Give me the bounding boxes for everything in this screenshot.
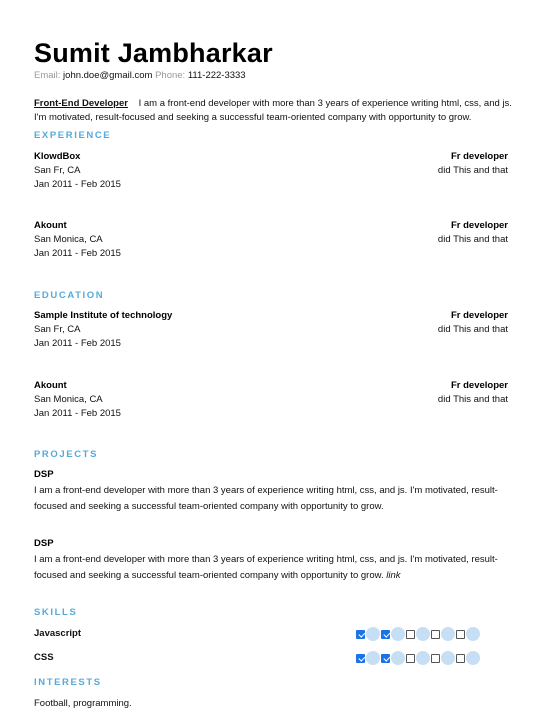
experience-company: Akount [34,220,67,231]
rating-dot [466,627,480,641]
rating-dot [416,651,430,665]
summary-role: Front-End Developer [34,98,128,109]
section-title-projects: PROJECTS [34,449,99,460]
experience-location: San Monica, CA [34,234,103,245]
contact-line [34,70,246,81]
experience-description: did This and that [437,234,508,245]
experience-company: KlowdBox [34,151,81,162]
education-location: San Monica, CA [34,394,103,405]
education-location: San Fr, CA [34,324,81,335]
experience-dates: Jan 2011 - Feb 2015 [34,179,121,190]
experience-dates: Jan 2011 - Feb 2015 [34,248,121,259]
summary-text: I am a front-end developer with more than 3 years of experience writing html, css, and js. I'm motivated, result-focused and seeking a successful team-oriented company with opportunity to grow. [34,98,512,123]
rating-dot [441,627,455,641]
interests-text: Football, programming. [34,698,132,709]
skill-row [34,627,509,643]
project-entry [34,468,512,515]
education-entry [34,309,508,351]
section-title-education: EDUCATION [34,290,105,301]
education-school: Akount [34,380,67,391]
experience-entry [34,219,508,261]
rating-checkbox[interactable] [356,630,365,639]
skill-name: CSS [34,652,54,663]
education-description: did This and that [437,394,508,405]
rating-dot [441,651,455,665]
skill-name: Javascript [34,628,82,639]
education-dates: Jan 2011 - Feb 2015 [34,338,121,349]
rating-dot [416,627,430,641]
project-link[interactable]: link [386,570,401,581]
rating-checkbox[interactable] [456,630,465,639]
rating-checkbox[interactable] [456,654,465,663]
project-name: DSP [34,469,54,480]
experience-description: did This and that [437,165,508,176]
education-degree: Fr developer [450,310,508,321]
phone-label: Phone: [155,70,186,81]
education-dates: Jan 2011 - Feb 2015 [34,408,121,419]
phone-value: 111-222-3333 [187,70,246,81]
education-degree: Fr developer [450,380,508,391]
project-description: I am a front-end developer with more than 3 years of experience writing html, css, and js. I'm motivated, result-focused and seeking a successful team-oriented company with opportunity to grow. [34,485,498,512]
rating-checkbox[interactable] [381,630,390,639]
candidate-name: Sumit Jambharkar [34,38,273,68]
rating-checkbox[interactable] [406,654,415,663]
education-description: did This and that [437,324,508,335]
rating-dot [466,651,480,665]
rating-checkbox[interactable] [356,654,365,663]
skill-row [34,651,509,667]
education-school: Sample Institute of technology [34,310,173,321]
rating-dot [366,627,380,641]
experience-position: Fr developer [450,151,508,162]
project-entry [34,537,512,584]
email-value: john.doe@gmail.com [63,70,153,81]
rating-dot [366,651,380,665]
rating-checkbox[interactable] [406,630,415,639]
experience-entry [34,150,508,192]
summary [34,97,512,125]
section-title-interests: INTERESTS [34,677,102,688]
skill-rating [356,651,481,665]
email-label: Email: [34,70,61,81]
project-name: DSP [34,538,54,549]
rating-dot [391,651,405,665]
project-description: I am a front-end developer with more than 3 years of experience writing html, css, and js. I'm motivated, result-focused and seeking a successful team-oriented company with opportunity to grow. link [34,554,498,581]
section-title-experience: EXPERIENCE [34,130,112,141]
skill-rating [356,627,481,641]
section-title-skills: SKILLS [34,607,78,618]
rating-checkbox[interactable] [431,654,440,663]
experience-location: San Fr, CA [34,165,81,176]
education-entry [34,379,508,421]
rating-checkbox[interactable] [431,630,440,639]
rating-checkbox[interactable] [381,654,390,663]
rating-dot [391,627,405,641]
experience-position: Fr developer [450,220,508,231]
